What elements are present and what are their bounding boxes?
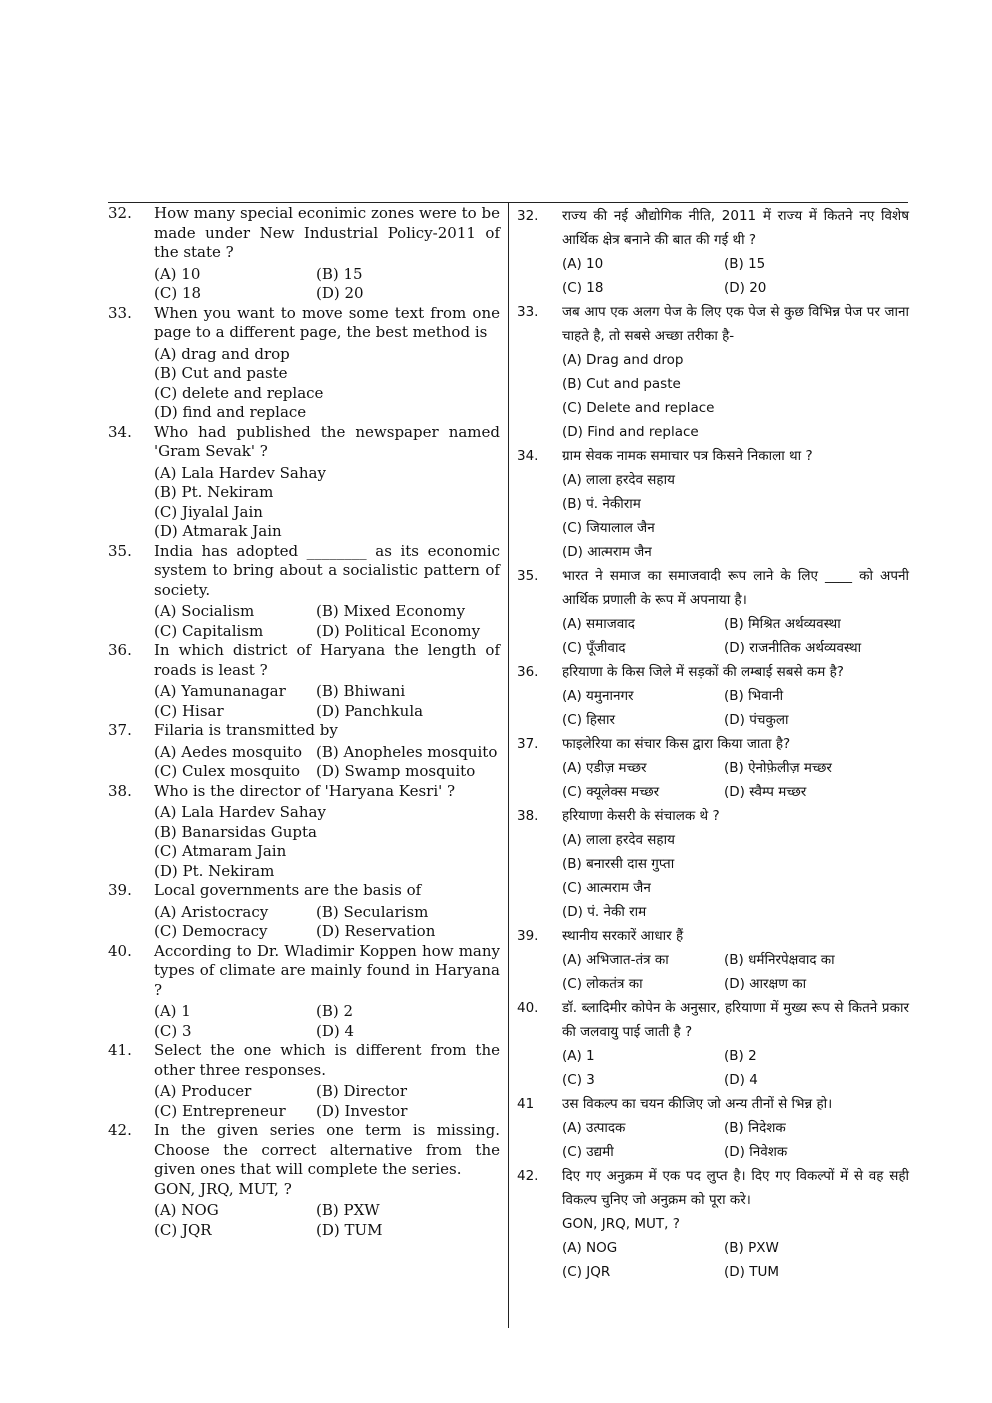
options-group [154,345,500,423]
answer-option[interactable]: (D) TUM [724,1264,779,1280]
answer-option[interactable]: (B) Cut and paste [154,364,288,382]
answer-option[interactable]: (C) delete and replace [154,383,324,402]
answer-option[interactable]: (C) 3 [154,1021,192,1040]
answer-option[interactable]: (B) धर्मनिरपेक्षवाद का [724,952,835,968]
answer-option[interactable]: (D) find and replace [154,403,307,421]
question-item [108,1121,500,1240]
answer-option[interactable]: (C) आत्मराम जैन [562,880,651,896]
answer-option[interactable]: (D) Reservation [316,922,436,940]
question-item [108,721,500,782]
column-divider [508,202,509,1328]
question-text: When you want to move some text from one page to a different page, the best method is [154,303,500,341]
answer-option[interactable]: (C) जियालाल जैन [562,520,655,536]
answer-option[interactable]: (C) 3 [562,1072,595,1088]
question-number: 42. [517,1168,539,1184]
question-text: भारत ने समाज का समाजवादी रूप लाने के लिए ____ को अपनी आर्थिक प्रणाली के रूप में अपनाया है। [562,568,909,608]
answer-option[interactable]: (D) निवेशक [724,1144,788,1160]
question-item [108,641,500,721]
question-item [517,732,909,804]
question-text: Who is the director of 'Haryana Kesri' ? [154,781,456,800]
question-text: फाइलेरिया का संचार किस द्वारा किया जाता है? [562,736,791,752]
answer-option[interactable]: (A) Producer [154,1082,252,1100]
question-item [517,204,909,300]
answer-option[interactable]: (A) अभिजात-तंत्र का [562,952,669,968]
answer-option[interactable]: (C) Culex mosquito [154,762,301,780]
answer-option[interactable]: (D) Political Economy [316,621,481,640]
question-number: 34. [517,448,539,464]
question-item [517,660,909,732]
question-number: 41 [517,1096,535,1112]
question-number: 32. [108,204,132,222]
series-sequence: GON, JRQ, MUT, ? [154,1179,292,1198]
answer-option[interactable]: (B) निदेशक [724,1120,786,1136]
options-group [562,1044,909,1092]
question-item [517,804,909,924]
question-text: According to Dr. Wladimir Koppen how many types of climate are mainly found in Haryana ? [154,941,500,999]
answer-option[interactable]: (B) Cut and paste [562,376,681,392]
answer-option[interactable]: (A) NOG [562,1240,618,1256]
answer-option[interactable]: (A) यमुनानगर [562,688,634,704]
question-number: 35. [517,568,539,584]
answer-option[interactable]: (A) Lala Hardev Sahay [154,803,326,821]
answer-option[interactable]: (A) Drag and drop [562,352,684,368]
answer-option[interactable]: (B) 15 [316,264,363,283]
question-text: हरियाणा के किस जिले में सड़कों की लम्बाई सबसे कम है? [562,664,844,680]
options-group [562,612,909,660]
question-item [108,881,500,942]
answer-option[interactable]: (A) लाला हरदेव सहाय [562,832,675,848]
options-group [562,252,909,300]
question-number: 34. [108,422,132,441]
series-sequence: GON, JRQ, MUT, ? [562,1216,680,1232]
answer-option[interactable]: (A) Aristocracy [154,902,269,921]
question-number: 38. [108,781,132,800]
answer-option[interactable]: (D) स्वैम्प मच्छर [724,784,807,800]
options-group [154,602,500,641]
answer-option[interactable]: (D) 20 [316,284,364,302]
question-number: 39. [517,928,539,944]
answer-option[interactable]: (C) Entrepreneur [154,1101,286,1120]
answer-option[interactable]: (B) Anopheles mosquito [316,742,498,761]
answer-option[interactable]: (D) 20 [724,280,767,296]
answer-option[interactable]: (B) 2 [316,1002,354,1020]
question-text: How many special econimic zones were to be made under New Industrial Policy-2011 of the state ? [154,204,500,261]
options-group [562,348,909,444]
question-item [108,542,500,642]
answer-option[interactable]: (A) 10 [562,256,604,272]
answer-option[interactable]: (B) 2 [724,1048,757,1064]
options-group [154,682,500,721]
answer-option[interactable]: (C) Delete and replace [562,400,715,416]
answer-option[interactable]: (B) ऐनोफ़ेलीज़ मच्छर [724,760,832,776]
answer-option[interactable]: (C) JQR [562,1264,611,1280]
answer-option[interactable]: (D) पंचकुला [724,712,789,728]
answer-option[interactable]: (D) राजनीतिक अर्थव्यवस्था [724,640,862,656]
answer-option[interactable]: (C) Atmaram Jain [154,842,287,860]
answer-option[interactable]: (C) उद्यमी [562,1144,614,1160]
question-number: 32. [517,208,539,224]
answer-option[interactable]: (C) हिसार [562,712,616,728]
question-text: Local governments are the basis of [154,881,422,899]
question-number: 41. [108,1041,132,1059]
question-text: डॉ. ब्लादिमीर कोपेन के अनुसार, हरियाणा में मुख्य रूप से कितने प्रकार की जलवायु पाई जाती है ? [562,1000,909,1040]
question-text: दिए गए अनुक्रम में एक पद लुप्त है। दिए गए विकल्पों में से वह सही विकल्प चुनिए जो अनुक्रम को पूरा करे। [562,1168,909,1208]
question-item [517,1092,909,1164]
question-text: India has adopted ________ as its economic system to bring about a socialistic pattern of society. [154,541,500,599]
options-group [562,1116,909,1164]
question-text: जब आप एक अलग पेज के लिए एक पेज से कुछ विभिन्न पेज पर जाना चाहते है, तो सबसे अच्छा तरीका है- [562,304,909,344]
options-group [154,743,500,782]
hindi-column [517,204,909,1284]
answer-option[interactable]: (D) Investor [316,1101,408,1120]
answer-option[interactable]: (B) 15 [724,256,766,272]
answer-option[interactable]: (D) Find and replace [562,424,699,440]
question-number: 35. [108,541,132,560]
answer-option[interactable]: (A) NOG [154,1201,219,1219]
options-group [154,803,500,881]
question-item [517,924,909,996]
answer-option[interactable]: (C) पूँजीवाद [562,640,626,656]
answer-option[interactable]: (B) बनारसी दास गुप्ता [562,856,675,872]
question-item [108,782,500,882]
answer-option[interactable]: (A) 1 [154,1002,191,1020]
answer-option[interactable]: (A) Socialism [154,602,255,620]
answer-option[interactable]: (C) क्यूलेक्स मच्छर [562,784,660,800]
options-group [154,464,500,542]
question-item [517,1164,909,1284]
question-number: 39. [108,881,132,899]
options-group [154,1201,500,1240]
answer-option[interactable]: (C) 18 [562,280,604,296]
answer-option[interactable]: (D) पं. नेकी राम [562,904,647,920]
question-text: ग्राम सेवक नामक समाचार पत्र किसने निकाला था ? [562,448,813,464]
question-text: Select the one which is different from the other three responses. [154,1041,500,1079]
question-item [517,444,909,564]
answer-option[interactable]: (D) आरक्षण का [724,976,807,992]
question-number: 37. [108,721,132,739]
answer-option[interactable]: (D) Atmarak Jain [154,522,282,540]
question-item [108,942,500,1042]
question-number: 40. [108,941,132,960]
answer-option[interactable]: (C) लोकतंत्र का [562,976,643,992]
answer-option[interactable]: (B) पं. नेकीराम [562,496,641,512]
options-group [562,1236,909,1284]
answer-option[interactable]: (B) Bhiwani [316,682,406,700]
options-group [562,756,909,804]
question-text: In which district of Haryana the length of roads is least ? [154,641,500,679]
answer-option[interactable]: (A) लाला हरदेव सहाय [562,472,675,488]
question-item [108,204,500,304]
answer-option[interactable]: (C) Jiyalal Jain [154,502,263,521]
question-text: राज्य की नई औद्योगिक नीति, 2011 में राज्य में कितने नए विशेष आर्थिक क्षेत्र बनाने की बात की गई थी ? [562,208,909,248]
answer-option[interactable]: (C) Capitalism [154,621,264,640]
question-item [108,423,500,542]
question-text: हरियाणा केसरी के संचालक थे ? [562,808,720,824]
answer-option[interactable]: (B) Pt. Nekiram [154,483,274,501]
answer-option[interactable]: (D) 4 [724,1072,758,1088]
options-group [154,903,500,942]
answer-option[interactable]: (B) PXW [724,1240,779,1256]
options-group [562,828,909,924]
answer-option[interactable]: (D) Pt. Nekiram [154,861,275,880]
question-item [108,304,500,423]
answer-option[interactable]: (B) Banarsidas Gupta [154,822,317,841]
options-group [562,948,909,996]
options-group [154,1082,500,1121]
question-number: 37. [517,736,539,752]
options-group [154,1002,500,1041]
question-text: Who had published the newspaper named 'Gram Sevak' ? [154,422,500,460]
answer-option[interactable]: (B) भिवानी [724,688,784,704]
question-text: स्थानीय सरकारें आधार हैं [562,928,684,944]
options-group [562,468,909,564]
question-number: 36. [108,641,132,659]
answer-option[interactable]: (A) Aedes mosquito [154,742,303,761]
question-text: उस विकल्प का चयन कीजिए जो अन्य तीनों से भिन्न हो। [562,1096,833,1112]
question-item [517,300,909,444]
answer-option[interactable]: (B) Mixed Economy [316,602,466,620]
answer-option[interactable]: (A) 1 [562,1048,595,1064]
answer-option[interactable]: (A) Lala Hardev Sahay [154,463,326,482]
question-number: 36. [517,664,539,680]
answer-option[interactable]: (D) Panchkula [316,701,424,720]
answer-option[interactable]: (A) उत्पादक [562,1120,626,1136]
question-item [108,1041,500,1121]
english-column [108,204,500,1240]
answer-option[interactable]: (C) JQR [154,1220,212,1239]
question-number: 33. [108,303,132,322]
question-number: 40. [517,1000,539,1016]
question-number: 33. [517,304,539,320]
answer-option[interactable]: (A) drag and drop [154,344,290,363]
question-item [517,996,909,1092]
answer-option[interactable]: (A) 10 [154,264,201,283]
question-text: Filaria is transmitted by [154,721,338,739]
answer-option[interactable]: (C) Hisar [154,701,224,720]
options-group [562,684,909,732]
answer-option[interactable]: (A) Yamunanagar [154,682,286,700]
answer-option[interactable]: (D) 4 [316,1021,355,1040]
answer-option[interactable]: (C) Democracy [154,922,268,940]
answer-option[interactable]: (A) एडीज़ मच्छर [562,760,647,776]
answer-option[interactable]: (D) TUM [316,1220,383,1239]
answer-option[interactable]: (D) आत्मराम जैन [562,544,652,560]
question-text: In the given series one term is missing. Choose the correct alternative from the given ones that will complete the series. [154,1121,500,1178]
options-group [154,265,500,304]
question-number: 42. [108,1121,132,1139]
question-item [517,564,909,660]
answer-option[interactable]: (A) समाजवाद [562,616,635,632]
answer-option[interactable]: (B) Secularism [316,902,429,921]
question-number: 38. [517,808,539,824]
answer-option[interactable]: (B) Director [316,1082,407,1100]
answer-option[interactable]: (D) Swamp mosquito [316,762,476,780]
answer-option[interactable]: (B) PXW [316,1201,380,1219]
answer-option[interactable]: (B) मिश्रित अर्थव्यवस्था [724,616,841,632]
answer-option[interactable]: (C) 18 [154,284,202,302]
